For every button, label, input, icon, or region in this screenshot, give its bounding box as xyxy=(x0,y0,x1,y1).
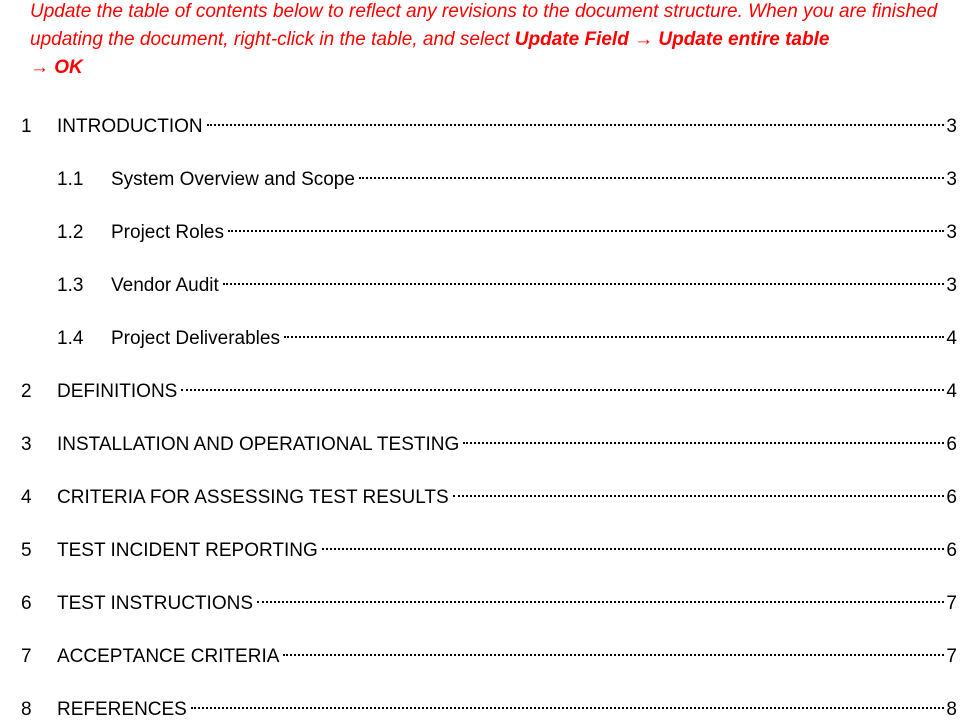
update-entire-table-label: Update entire table xyxy=(658,29,830,50)
toc-entry-1-4[interactable] xyxy=(57,318,957,349)
toc-entry-page: 3 xyxy=(946,275,957,296)
toc-dot-leader xyxy=(207,106,945,132)
toc-entry-1-3[interactable] xyxy=(57,265,957,296)
toc-dot-leader xyxy=(463,424,944,450)
toc-entry-title: Project Deliverables xyxy=(111,328,280,349)
toc-entry-7[interactable] xyxy=(21,636,957,667)
toc-entry-title: Project Roles xyxy=(111,222,224,243)
toc-entry-8[interactable] xyxy=(21,689,957,720)
toc-entry-title: TEST INCIDENT REPORTING xyxy=(57,540,318,561)
toc-dot-leader xyxy=(283,636,944,662)
toc-entry-number: 1.2 xyxy=(57,222,84,243)
toc-entry-title: INTRODUCTION xyxy=(57,116,203,137)
toc-entry-page: 7 xyxy=(946,593,957,614)
toc-entry-number: 1.1 xyxy=(57,169,84,190)
toc-entry-1[interactable] xyxy=(21,106,957,137)
toc-entry-number: 2 xyxy=(21,381,32,402)
toc-entry-page: 6 xyxy=(946,540,957,561)
toc-entry-page: 7 xyxy=(946,646,957,667)
toc-dot-leader xyxy=(284,318,944,344)
toc-entry-title: TEST INSTRUCTIONS xyxy=(57,593,253,614)
toc-entry-title: ACCEPTANCE CRITERIA xyxy=(57,646,280,667)
toc-dot-leader xyxy=(191,689,945,715)
ok-label: OK xyxy=(54,57,83,78)
toc-entry-title: INSTALLATION AND OPERATIONAL TESTING xyxy=(57,434,460,455)
toc-dot-leader xyxy=(228,212,944,238)
toc-dot-leader xyxy=(223,265,945,291)
toc-entry-title: REFERENCES xyxy=(57,699,187,720)
toc-entry-title: DEFINITIONS xyxy=(57,381,178,402)
toc-entry-number: 8 xyxy=(21,699,32,720)
toc-entry-number: 1 xyxy=(21,116,32,137)
toc-dot-leader xyxy=(359,159,944,185)
arrow-right-icon: → xyxy=(628,29,659,50)
toc-entry-page: 3 xyxy=(946,169,957,190)
toc-entry-page: 4 xyxy=(946,381,957,402)
toc-entry-title: System Overview and Scope xyxy=(111,169,355,190)
toc-dot-leader xyxy=(322,530,945,556)
toc-entry-number: 6 xyxy=(21,593,32,614)
toc-entry-page: 6 xyxy=(946,434,957,455)
toc-entry-page: 4 xyxy=(946,328,957,349)
update-field-label: Update Field xyxy=(514,29,629,50)
toc-entry-number: 1.4 xyxy=(57,328,84,349)
toc-entry-page: 3 xyxy=(946,116,957,137)
toc-entry-2[interactable] xyxy=(21,371,957,402)
toc-dot-leader xyxy=(181,371,944,397)
toc-entry-number: 1.3 xyxy=(57,275,84,296)
toc-entry-1-2[interactable] xyxy=(57,212,957,243)
instructions-text: Update the table of contents below to reflect any revisions to the document structure. When you are finished updating the document, right-click in the table, and select xyxy=(30,1,938,50)
toc-entry-4[interactable] xyxy=(21,477,957,508)
arrow-right-icon: → xyxy=(30,57,55,78)
toc-dot-leader xyxy=(453,477,945,503)
toc-entry-1-1[interactable] xyxy=(57,159,957,190)
toc-entry-title: Vendor Audit xyxy=(111,275,219,296)
toc-entry-page: 6 xyxy=(946,487,957,508)
toc-dot-leader xyxy=(257,583,944,609)
toc-entry-page: 3 xyxy=(946,222,957,243)
toc-entry-page: 8 xyxy=(946,699,957,720)
toc-entry-number: 5 xyxy=(21,540,32,561)
toc-entry-number: 4 xyxy=(21,487,32,508)
toc-entry-3[interactable] xyxy=(21,424,957,455)
toc-entry-title: CRITERIA FOR ASSESSING TEST RESULTS xyxy=(57,487,449,508)
toc-entry-number: 3 xyxy=(21,434,32,455)
toc-entry-6[interactable] xyxy=(21,583,957,614)
toc-entry-number: 7 xyxy=(21,646,32,667)
toc-entry-5[interactable] xyxy=(21,530,957,561)
